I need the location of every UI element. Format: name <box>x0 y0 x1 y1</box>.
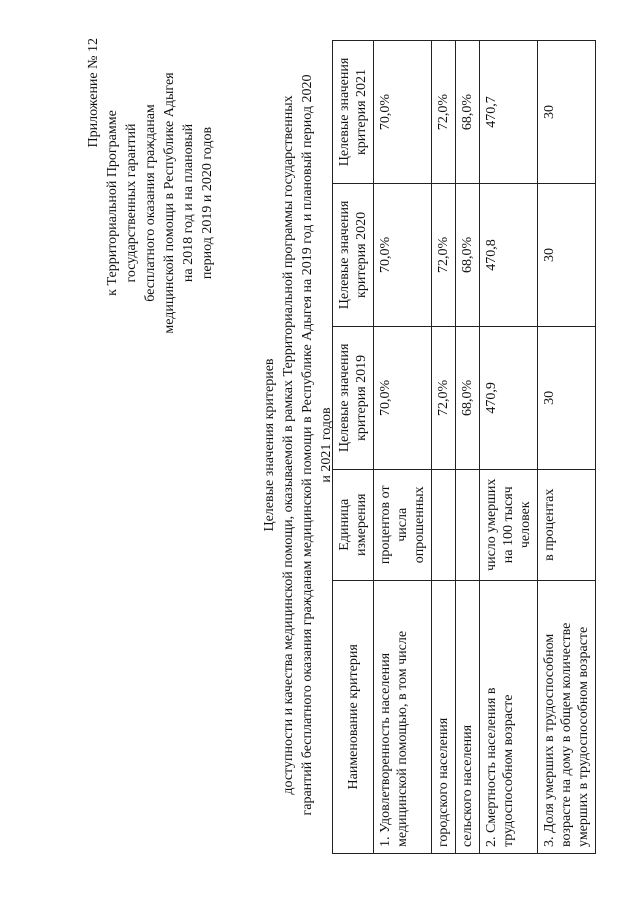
value-2021: 70,0% <box>374 41 432 184</box>
criterion-unit: процентов от числа опрошенных <box>374 469 432 580</box>
header-value-2021: Целевые значения критерия 2021 <box>333 41 374 184</box>
heading-line: Целевые значения критериев <box>262 358 277 532</box>
rotated-page <box>10 10 630 890</box>
table-row <box>432 41 456 854</box>
header-unit: Единица измерения <box>333 469 374 580</box>
value-2019: 68,0% <box>456 326 480 469</box>
appendix-line: Приложение № 12 <box>86 38 101 148</box>
header-value-2019: Целевые значения критерия 2019 <box>333 326 374 469</box>
value-2019: 72,0% <box>432 326 456 469</box>
table-row <box>538 41 596 854</box>
appendix-line: к Территориальной Программе <box>105 110 120 296</box>
value-2021: 30 <box>538 41 596 184</box>
value-2020: 470,8 <box>480 183 538 326</box>
value-2020: 70,0% <box>374 183 432 326</box>
value-2021: 72,0% <box>432 41 456 184</box>
criterion-unit: в процентах <box>538 469 596 580</box>
header-criterion-name: Наименование критерия <box>333 580 374 853</box>
value-2021: 470,7 <box>480 41 538 184</box>
criterion-unit <box>456 469 480 580</box>
table-row <box>480 41 538 854</box>
appendix-note <box>84 38 217 368</box>
appendix-line: на 2018 год и на плановый <box>181 123 196 283</box>
heading-line: доступности и качества медицинской помощи, оказываемой в рамках Территориальной программы государственных <box>281 95 296 795</box>
criterion-name: 2. Смертность населения в трудоспособном возрасте <box>480 580 538 853</box>
appendix-line: период 2019 и 2020 годов <box>200 126 215 280</box>
table-header-row <box>333 41 374 854</box>
value-2019: 30 <box>538 326 596 469</box>
value-2021: 68,0% <box>456 41 480 184</box>
criteria-table <box>332 40 596 854</box>
value-2019: 470,9 <box>480 326 538 469</box>
value-2019: 70,0% <box>374 326 432 469</box>
appendix-line: медицинской помощи в Республике Адыгея <box>162 72 177 334</box>
appendix-line: государственных гарантий <box>124 123 139 283</box>
criterion-unit: число умерших на 100 тысяч человек <box>480 469 538 580</box>
criterion-unit <box>432 469 456 580</box>
value-2020: 68,0% <box>456 183 480 326</box>
value-2020: 30 <box>538 183 596 326</box>
heading-line: и 2021 годов <box>319 407 334 483</box>
table-row <box>374 41 432 854</box>
appendix-line: бесплатного оказания гражданам <box>143 104 158 302</box>
heading-line: гарантий бесплатного оказания гражданам медицинской помощи в Республике Адыгея на 2019 год и плановый период 2020 <box>300 74 315 816</box>
criterion-name: 3. Доля умерших в трудоспособном возрасте на дому в общем количестве умерших в трудоспособном возрасте <box>538 580 596 853</box>
value-2020: 72,0% <box>432 183 456 326</box>
document-heading <box>260 30 336 860</box>
criterion-name: городского населения <box>432 580 456 853</box>
header-value-2020: Целевые значения критерия 2020 <box>333 183 374 326</box>
criterion-name: сельского населения <box>456 580 480 853</box>
table-row <box>456 41 480 854</box>
criterion-name: 1. Удовлетворенность населения медицинской помощью, в том числе <box>374 580 432 853</box>
